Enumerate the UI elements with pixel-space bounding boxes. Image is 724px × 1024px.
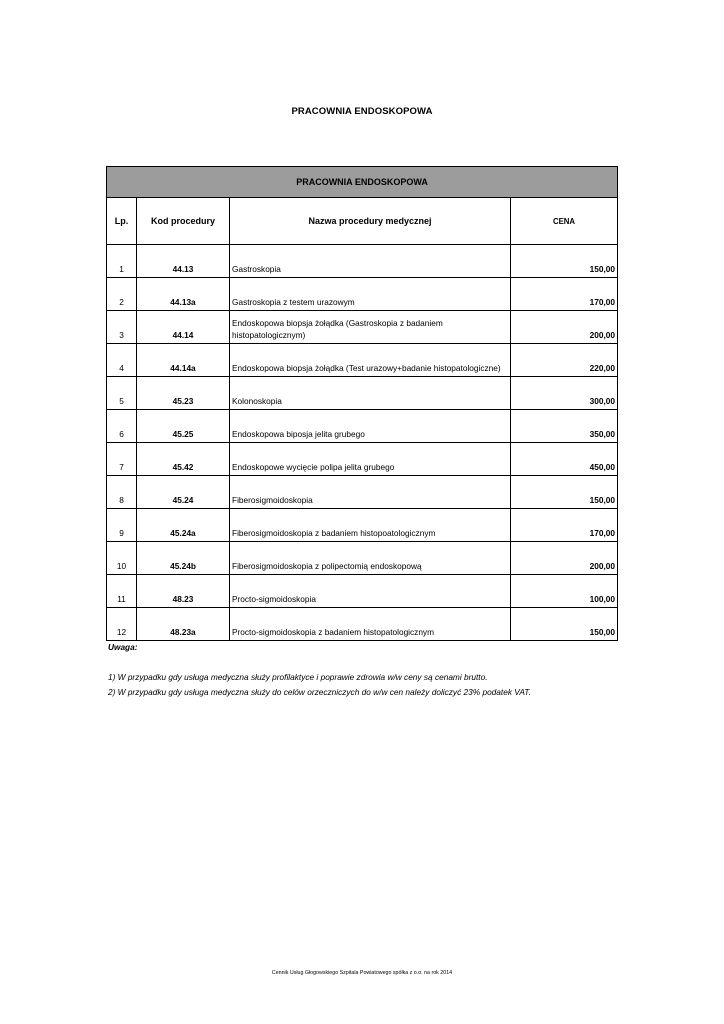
row-code: 44.14 xyxy=(137,311,230,344)
table-header-row xyxy=(107,198,618,245)
row-name: Endoskopowe wycięcie polipa jelita grubego xyxy=(230,443,511,476)
table-section-title: PRACOWNIA ENDOSKOPOWA xyxy=(107,167,618,198)
row-code: 48.23a xyxy=(137,608,230,641)
row-price: 150,00 xyxy=(511,608,618,641)
table-row xyxy=(107,575,618,608)
row-code: 45.25 xyxy=(137,410,230,443)
page-footer: Cennik Usług Głogowskiego Szpitala Powiatowego spółka z o.o. na rok 2014 xyxy=(271,970,453,976)
page-title: PRACOWNIA ENDOSKOPOWA xyxy=(291,106,433,117)
table-row xyxy=(107,278,618,311)
row-price: 200,00 xyxy=(511,311,618,344)
price-table xyxy=(106,166,618,641)
row-name: Kolonoskopia xyxy=(230,377,511,410)
row-price: 100,00 xyxy=(511,575,618,608)
table-row xyxy=(107,410,618,443)
table-row xyxy=(107,608,618,641)
header-lp: Lp. xyxy=(107,198,137,245)
row-price: 200,00 xyxy=(511,542,618,575)
notes-heading: Uwaga: xyxy=(108,642,138,652)
row-name: Fiberosigmoidoskopia z badaniem histopoatologicznym xyxy=(230,509,511,542)
row-name: Gastroskopia xyxy=(230,245,511,278)
row-name: Fiberosigmoidoskopia xyxy=(230,476,511,509)
row-lp: 6 xyxy=(107,410,137,443)
row-lp: 4 xyxy=(107,344,137,377)
note-line: 1) W przypadku gdy usługa medyczna służy profilaktyce i poprawie zdrowia w/w ceny są cenami brutto. xyxy=(108,672,488,682)
table-row xyxy=(107,443,618,476)
row-code: 45.24b xyxy=(137,542,230,575)
row-code: 45.42 xyxy=(137,443,230,476)
row-lp: 5 xyxy=(107,377,137,410)
note-line: 2) W przypadku gdy usługa medyczna służy do celów orzeczniczych do w/w cen należy doliczyć 23% podatek VAT. xyxy=(108,687,531,697)
row-price: 170,00 xyxy=(511,509,618,542)
row-name: Fiberosigmoidoskopia z polipectomią endoskopową xyxy=(230,542,511,575)
row-code: 45.24a xyxy=(137,509,230,542)
row-price: 450,00 xyxy=(511,443,618,476)
row-code: 44.13 xyxy=(137,245,230,278)
row-lp: 10 xyxy=(107,542,137,575)
row-price: 300,00 xyxy=(511,377,618,410)
row-lp: 12 xyxy=(107,608,137,641)
table-row xyxy=(107,542,618,575)
row-name: Gastroskopia z testem urazowym xyxy=(230,278,511,311)
row-name: Procto-sigmoidoskopia z badaniem histopatologicznym xyxy=(230,608,511,641)
notes-section xyxy=(108,642,531,702)
row-price: 220,00 xyxy=(511,344,618,377)
row-lp: 8 xyxy=(107,476,137,509)
row-code: 44.14a xyxy=(137,344,230,377)
row-name: Endoskopowa biopsja żołądka (Gastroskopia z badaniem histopatologicznym) xyxy=(230,311,511,344)
table-row xyxy=(107,311,618,344)
row-lp: 9 xyxy=(107,509,137,542)
row-name: Endoskopowa biopsja żołądka (Test urazowy+badanie histopatologiczne) xyxy=(230,344,511,377)
row-code: 45.24 xyxy=(137,476,230,509)
row-code: 45.23 xyxy=(137,377,230,410)
row-price: 150,00 xyxy=(511,476,618,509)
row-price: 170,00 xyxy=(511,278,618,311)
row-lp: 1 xyxy=(107,245,137,278)
row-lp: 7 xyxy=(107,443,137,476)
row-name: Endoskopowa biposja jelita grubego xyxy=(230,410,511,443)
header-price: CENA xyxy=(511,198,618,245)
header-name: Nazwa procedury medycznej xyxy=(230,198,511,245)
row-code: 48.23 xyxy=(137,575,230,608)
row-code: 44.13a xyxy=(137,278,230,311)
header-code: Kod procedury xyxy=(137,198,230,245)
row-lp: 11 xyxy=(107,575,137,608)
row-lp: 3 xyxy=(107,311,137,344)
row-price: 350,00 xyxy=(511,410,618,443)
table-row xyxy=(107,377,618,410)
table-row xyxy=(107,509,618,542)
table-row xyxy=(107,245,618,278)
row-price: 150,00 xyxy=(511,245,618,278)
row-name: Procto-sigmoidoskopia xyxy=(230,575,511,608)
row-lp: 2 xyxy=(107,278,137,311)
table-row xyxy=(107,344,618,377)
table-row xyxy=(107,476,618,509)
